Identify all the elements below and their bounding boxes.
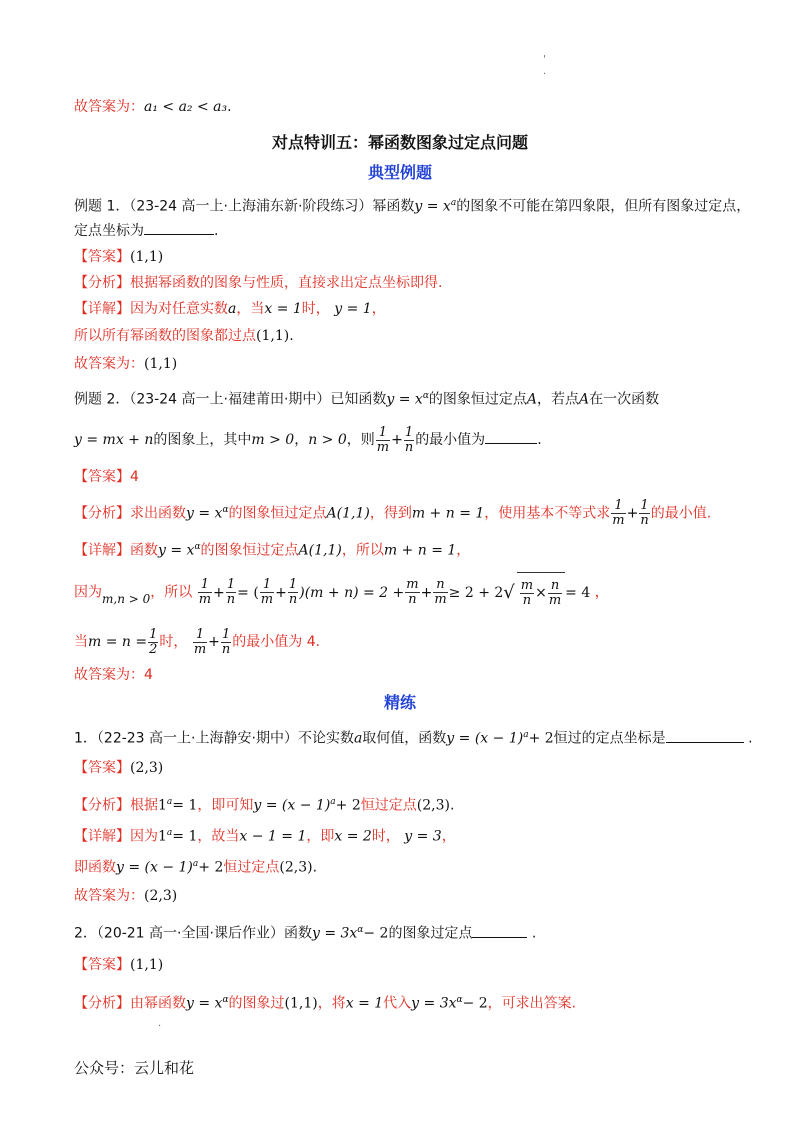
detail-text: ，所以 [150,584,193,601]
detail-math: y = x [158,542,195,559]
final-label: 故答案为： [74,667,144,683]
detail-math: a [228,301,237,317]
analysis-math: y = (x − 1) [253,797,331,814]
q-text: 例题 1．（23-24 高一上·上海浦东新·阶段练习）幂函数 [74,198,415,215]
answer-value: (1,1) [130,957,164,973]
frac-den: m [260,592,274,607]
q-text: 的图象恒过定点 [428,391,527,408]
detail-text: 函数 [130,542,158,559]
q-math: − 2 [363,925,389,942]
analysis-text: 的图象恒过定点 [228,505,327,522]
practice2-question [74,920,536,944]
detail-sup: a [166,828,173,838]
section-title: 对点特训五：幂函数图象过定点问题 [271,133,528,152]
analysis-math: y = x [186,995,223,1012]
frac-num: m [406,577,419,592]
detail-math: y = (x − 1) [116,859,193,876]
analysis-math: A(1,1) [326,505,370,522]
frac-num: n [433,578,447,593]
frac-den: m [193,641,207,657]
detail-text: ，故当 [197,828,240,845]
math-op: + [208,634,220,650]
q-math: + 2 [528,730,554,747]
detail-math: x − 1 = 1 [239,828,307,845]
corner-mark-2: . [543,66,547,77]
frac-num: n [548,579,562,594]
frac-den: n [640,513,649,529]
example2-detail-line1 [74,537,470,561]
frac-den: m [198,592,212,607]
q-text: ，则 [346,432,375,448]
analysis-text: 代入 [383,995,412,1012]
fraction-1-over-m [198,578,212,607]
q-text: . [214,223,219,239]
fraction-m-over-n [405,578,419,607]
analysis-sup: a [330,797,336,807]
q-math: y = mx + n [74,432,154,448]
fraction-1-over-n [404,426,414,455]
detail-label: 【详解】 [74,828,130,845]
q-text: . [748,730,753,747]
detail-text: 的图象恒过定点 [200,542,299,559]
practice1-question [74,725,753,749]
frac-den: n [221,641,231,657]
practice2-answer [74,955,163,975]
q-text: 的图象过定点 [388,925,473,942]
detail-label: 【详解】 [74,542,130,559]
final-value: 4 [144,667,153,683]
example1-answer [74,247,163,267]
fraction-m-over-n [520,579,534,608]
detail-text: ，当 [236,301,265,317]
detail-math: m = n = [88,634,148,650]
analysis-math: = 1 [172,797,198,814]
fraction-1-over-m [193,628,207,657]
fraction-1-over-n [221,628,231,657]
detail-text: 当 [74,634,88,650]
analysis-math: − 2 [462,995,488,1012]
q-sup: a [450,198,457,208]
sqrt-content [517,572,565,613]
answer-blank[interactable] [666,728,744,743]
frac-den: m [548,592,562,608]
fraction-1-over-n [639,499,649,528]
frac-num: 1 [404,424,414,440]
analysis-text: ，得到 [369,505,412,522]
analysis-math: y = 3x [411,995,457,1012]
detail-sup: α [194,542,201,552]
q-text: 的图象不可能在第四象限，但所有图象过定点， [456,198,751,215]
answer-label: 【答案】 [74,249,130,265]
fraction-1-over-m [260,578,274,607]
answer-label: 故答案为： [74,99,144,115]
q-text: 恒过的定点坐标是 [553,730,666,747]
frac-num: 1 [193,628,207,643]
analysis-sup: a [166,797,173,807]
analysis-text: 根据 [130,797,158,814]
math-op: = ( [237,584,259,601]
detail-sup: a [192,859,199,869]
q-sup: a [523,730,529,740]
final-label: 故答案为： [74,356,144,372]
frac-den: n [408,592,417,607]
q-math: a [353,730,363,747]
detail-text: 所以所有幂函数的图象都过点 [74,328,256,344]
analysis-label: 【分析】 [74,995,130,1012]
fraction-1-over-n [288,578,298,607]
example2-detail-line3 [74,622,320,662]
frac-num: 1 [149,626,158,642]
detail-text: 时， [301,301,330,317]
analysis-math: x = 1 [345,995,384,1012]
frac-num: 1 [260,578,274,593]
frac-num: 1 [221,626,231,642]
final-label: 故答案为： [74,888,144,904]
practice1-analysis [74,792,454,816]
detail-math: x = 1 [264,301,302,317]
analysis-text: ，将 [317,995,346,1012]
sqrt-sign-icon: √ [503,581,515,603]
q-text: 例题 2．（23-24 高一上·福建莆田·期中）已知函数 [74,391,387,408]
final-value: (2,3) [144,888,178,904]
analysis-text: 的最小值. [650,505,712,522]
answer-math: a₁ < a₂ < a₃ [144,99,228,115]
detail-text: 因为 [74,584,102,601]
math-op: )(m + n) = 2 + [299,584,405,601]
analysis-math: (2,3) [416,797,450,814]
math-op: + [213,584,225,601]
footer-account: 公众号：云儿和花 [74,1059,195,1077]
answer-label: 【答案】 [74,760,130,776]
detail-text: 即函数 [74,859,116,876]
subsection-title-examples: 典型例题 [367,163,432,182]
analysis-text: ，可求出答案. [487,995,577,1012]
detail-math: 1 [158,828,167,845]
q-text: . [531,925,537,942]
detail-text: 恒过定点 [223,859,280,876]
subsection-title-practice: 精练 [383,693,416,712]
math-op: + [420,584,433,601]
q-text: 定点坐标为 [74,223,144,239]
practice1-final [74,886,177,906]
analysis-text: 恒过定点 [360,797,417,814]
fraction-n-over-m [433,578,447,607]
q-text: 取何值，函数 [362,730,447,747]
detail-text: ，所以 [341,542,384,559]
frac-den: n [226,592,236,607]
practice1-detail-line2 [74,854,317,878]
detail-text: 的最小值为 4. [232,634,321,650]
frac-den: m [434,592,447,607]
q-math: y = x [386,391,423,408]
q-math: m > 0 [251,432,295,448]
frac-num: 1 [226,577,236,592]
detail-math: y = 3 [404,828,442,845]
q-text: ， [294,432,309,448]
previous-answer [74,97,232,117]
example2-detail-line2 [74,572,609,613]
frac-den: n [522,592,532,608]
frac-num: 1 [611,499,625,514]
detail-math: x = 2 [334,828,372,845]
answer-value: (2,3) [130,760,164,776]
fraction-1-over-n [226,578,236,607]
frac-num: m [520,577,534,593]
example2-final [74,665,153,685]
frac-num: 1 [376,426,390,441]
analysis-math: y = x [186,505,223,522]
frac-den: m [612,513,625,529]
detail-text: . [289,328,294,344]
q-text: 2．（20-21 高一·全国·课后作业）函数 [74,925,312,942]
answer-label: 【答案】 [74,469,130,485]
frac-num: 1 [198,578,212,593]
q-math: y = 3x [311,925,358,942]
detail-math: + 2 [198,859,224,876]
analysis-label: 【分析】 [74,505,130,522]
detail-math: m + n = 1 [383,542,457,559]
fraction-1-over-m [376,426,390,455]
q-text: . [537,432,542,448]
analysis-text: 根据幂函数的图象与性质，直接求出定点坐标即得. [130,275,443,291]
frac-num: 1 [288,577,298,592]
analysis-math: m + n = 1 [411,505,485,522]
example2-answer [74,467,139,487]
analysis-math: + 2 [335,797,361,814]
detail-text: ， [594,584,609,601]
q-sup: α [422,391,429,401]
final-value: (1,1) [144,356,178,372]
practice2-analysis [74,990,576,1014]
fraction-1-over-2 [148,628,158,657]
analysis-sup: α [222,505,229,515]
detail-math: (2,3) [279,859,313,876]
example1-final [74,354,177,374]
q-math: + [391,432,403,448]
detail-text: ， [371,301,386,317]
practice1-answer [74,758,163,778]
answer-blank[interactable] [144,220,214,235]
answer-end: . [227,99,232,115]
analysis-text: 的图象过 [228,995,285,1012]
frac-den: 2 [149,641,158,657]
example1-analysis [74,273,442,293]
inequality-expression [197,577,595,608]
example1-question-line1 [74,193,750,217]
fraction-1-over-m [611,499,625,528]
detail-text: ， [456,542,471,559]
detail-text: 时， [159,634,188,650]
analysis-text: 求出函数 [130,505,186,522]
analysis-math: + [626,505,639,522]
analysis-math: (1,1) [284,995,318,1012]
detail-text: 时， [371,828,400,845]
detail-text: ， [441,828,456,845]
detail-text: ，即 [306,828,335,845]
example2-question-line2 [74,424,542,456]
detail-text: 因为 [130,828,158,845]
corner-mark-1: ' [543,54,546,65]
frac-den: n [288,592,298,607]
detail-text: . [312,859,318,876]
q-text: ，若点 [537,391,580,408]
analysis-label: 【分析】 [74,797,130,814]
answer-blank[interactable] [472,923,527,938]
example1-detail-line2 [74,326,294,346]
q-math: y = x [414,198,451,215]
example2-question-line1 [74,386,659,410]
example1-detail-line1 [74,299,386,319]
q-text: 的图象上，其中 [153,432,252,448]
detail-math: A(1,1) [298,542,342,559]
math-op: × [535,585,547,601]
example1-question-line2 [74,220,218,241]
analysis-text: ，使用基本不等式求 [484,505,611,522]
q-math: A [526,391,538,408]
analysis-label: 【分析】 [74,275,130,291]
answer-value: (1,1) [130,249,164,265]
practice1-detail-line1 [74,823,456,847]
analysis-text: ，即可知 [197,797,254,814]
detail-label: 【详解】 [74,301,130,317]
math-op: ≥ 2 + 2 [448,584,504,601]
analysis-text: 由幂函数 [130,995,186,1012]
q-math: A [579,391,590,408]
q-math: n > 0 [308,432,347,448]
answer-label: 【答案】 [74,957,130,973]
frac-den: m [376,439,390,455]
detail-math: (1,1) [256,328,290,344]
q-text: 1．（22-23 高一上·上海静安·期中）不论实数 [74,730,354,747]
analysis-text: . [449,797,455,814]
detail-text: 因为对任意实数 [130,301,228,317]
math-op: = 4 [565,584,591,601]
analysis-sup: α [456,995,463,1005]
detail-math: m,n > 0 [102,591,151,606]
q-text: 在一次函数 [589,391,660,408]
detail-math: y = 1 [334,301,372,317]
fraction-n-over-m [548,579,562,608]
stray-dot: . [158,1018,162,1029]
example2-analysis [74,494,711,530]
answer-blank[interactable] [485,429,537,444]
answer-value: 4 [130,469,139,485]
q-sup: α [357,925,364,935]
analysis-math: 1 [158,797,167,814]
detail-math: = 1 [172,828,198,845]
frac-den: n [404,439,414,455]
sum-expression [192,626,232,657]
math-op: + [275,584,287,601]
q-math: y = (x − 1) [446,730,524,747]
analysis-sup: α [222,995,229,1005]
frac-num: 1 [640,498,649,514]
q-text: 的最小值为 [415,432,486,448]
